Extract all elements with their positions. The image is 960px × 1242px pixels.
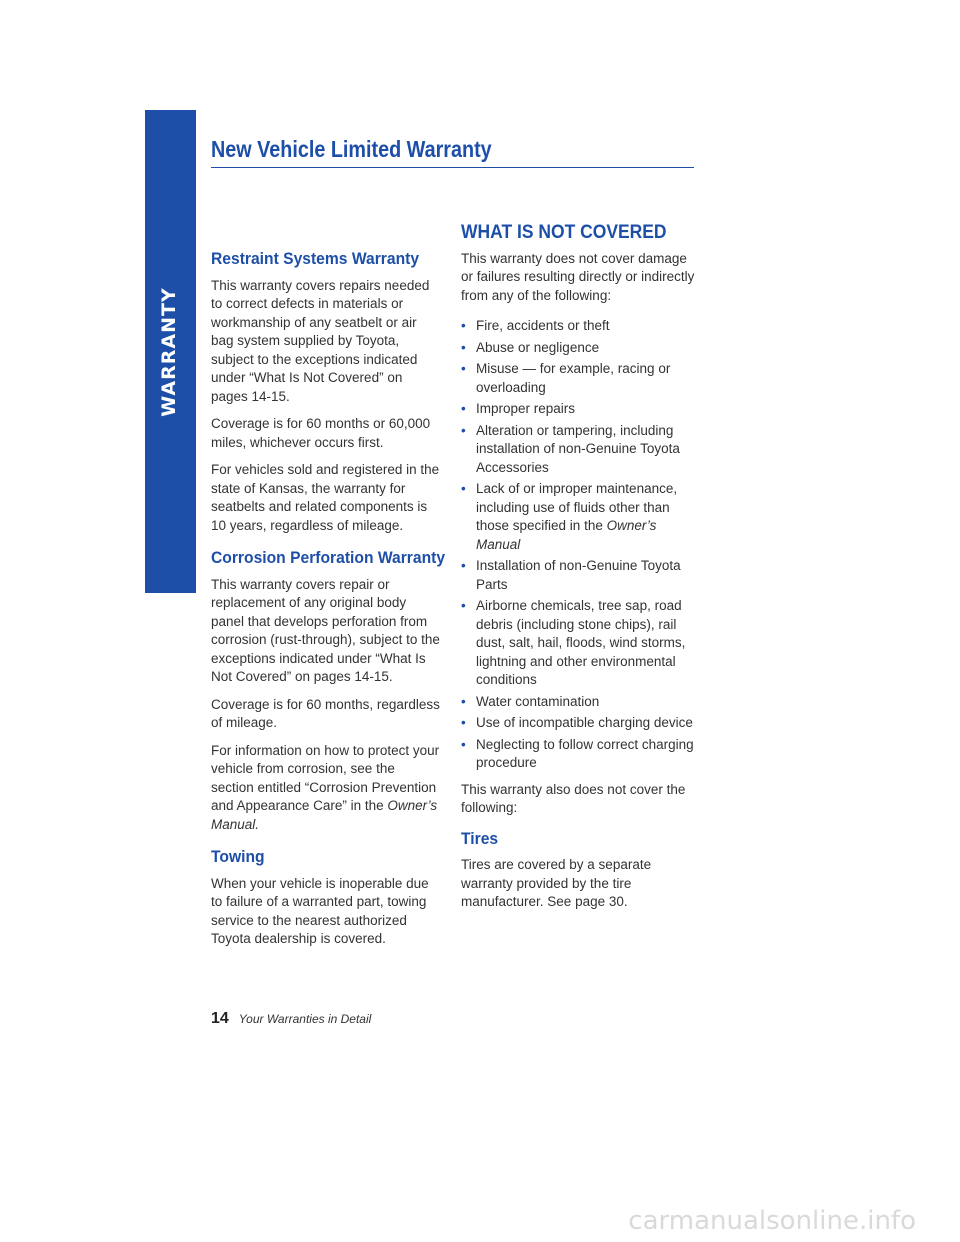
corrosion-paragraph-2: Coverage is for 60 months, regardless of mileage. [211, 696, 440, 730]
restraint-paragraph-3: For vehicles sold and registered in the state of Kansas, the warranty for seatbelts and related components is 10 years, regardless of mileage. [211, 462, 440, 533]
bullet-icon: • [461, 401, 466, 416]
bullet-icon: • [461, 481, 466, 496]
page-footer [211, 1010, 371, 1028]
bullet-icon: • [461, 598, 466, 613]
list-item: • Neglecting to follow correct charging procedure [461, 736, 694, 770]
corrosion-paragraph-3 [211, 742, 441, 835]
not-covered-intro: This warranty does not cover damage or failures resulting directly or indirectly from any of the following: [461, 250, 695, 303]
footer-label: Your Warranties in Detail [238, 1012, 372, 1026]
not-covered-outro: This warranty also does not cover the following: [461, 781, 686, 815]
corrosion-heading: Corrosion Perforation Warranty [211, 548, 446, 567]
page-title: New Vehicle Limited Warranty [211, 136, 492, 162]
bullet-icon: • [461, 318, 466, 333]
bullet-icon: • [461, 558, 466, 573]
towing-paragraph: When your vehicle is inoperable due to failure of a warranted part, towing service to the nearest authorized Toyota dealership is covered. [211, 875, 429, 946]
bullet-icon: • [461, 715, 466, 730]
not-covered-heading: WHAT IS NOT COVERED [461, 222, 667, 243]
right-column [461, 224, 697, 921]
bullet-icon: • [461, 422, 466, 438]
owners-manual-ref: Owner’s Manual [476, 518, 657, 552]
list-item: • Installation of non-Genuine Toyota Parts [461, 558, 681, 592]
list-item: • Use of incompatible charging device [461, 714, 697, 733]
page-number: 14 [211, 1010, 229, 1027]
bullet-icon: • [461, 693, 466, 709]
list-item: • Lack of or improper maintenance, including use of fluids other than those specified in the Owner’s Manual [461, 481, 678, 552]
section-label: WARRANTY [158, 287, 180, 417]
list-item: • Misuse — for example, racing or overloading [461, 361, 671, 395]
bullet-icon: • [461, 361, 466, 376]
watermark: carmanualsonline.info [628, 1206, 916, 1236]
list-item: • Water contamination [461, 693, 697, 712]
tires-paragraph: Tires are covered by a separate warranty provided by the tire manufacturer. See page 30. [461, 857, 652, 909]
list-item: • Abuse or negligence [461, 339, 697, 358]
bullet-icon: • [461, 736, 466, 752]
towing-heading: Towing [211, 847, 265, 866]
bullet-icon: • [461, 339, 466, 355]
left-column [211, 249, 446, 958]
corrosion-paragraph-3-text: For information on how to protect your vehicle from corrosion, see the section entitled “Corrosion Prevention and Appearance Care” in the [211, 742, 440, 813]
restraint-paragraph-2: Coverage is for 60 months or 60,000 miles, whichever occurs first. [211, 416, 431, 450]
owners-manual-ref: Owner’s Manual. [211, 798, 438, 832]
title-divider [211, 167, 694, 168]
list-item: • Alteration or tampering, including installation of non-Genuine Toyota Accessories [461, 422, 680, 475]
exclusions-list [461, 317, 697, 773]
restraint-paragraph-1: This warranty covers repairs needed to correct defects in materials or workmanship of any seatbelt or air bag system supplied by Toyota, subject to the exceptions indicated under “What Is Not Covered” on pages 14-15. [211, 277, 430, 404]
corrosion-paragraph-1: This warranty covers repair or replacement of any original body panel that develops perforation from corrosion (rust-through), subject to the exceptions indicated under “What Is Not Covered” on pages 14-15. [211, 576, 440, 684]
restraint-heading: Restraint Systems Warranty [211, 249, 420, 268]
tires-heading: Tires [461, 828, 499, 848]
list-item: • Fire, accidents or theft [461, 317, 697, 336]
list-item: • Improper repairs [461, 400, 697, 419]
list-item: • Airborne chemicals, tree sap, road debris (including stone chips), rail dust, salt, hail, floods, wind storms, lightning and other environmental conditions [461, 598, 686, 687]
